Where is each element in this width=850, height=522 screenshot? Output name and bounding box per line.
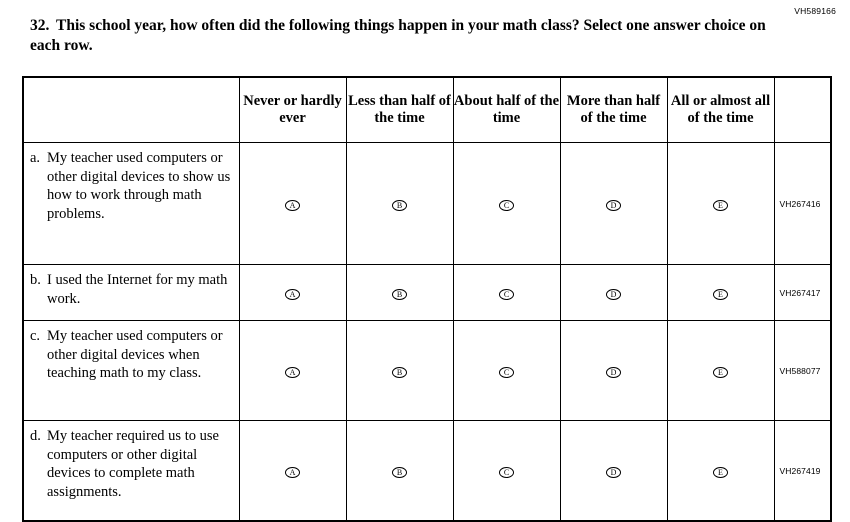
- option-b2[interactable]: [346, 265, 453, 321]
- row-id-b: VH267417: [774, 265, 831, 321]
- column-header-never-or-hardly-ever: Never or hardly ever: [239, 77, 346, 143]
- option-b1[interactable]: [239, 265, 346, 321]
- header-blank-id: [774, 77, 831, 143]
- question-text: This school year, how often did the following things happen in your math class? Select one answer choice on each row.: [30, 17, 766, 55]
- option-a3[interactable]: [453, 143, 560, 265]
- option-c1[interactable]: [239, 321, 346, 421]
- row-stem-a: [23, 143, 239, 265]
- option-b4[interactable]: [560, 265, 667, 321]
- radio-bubble-icon[interactable]: C: [499, 289, 514, 300]
- radio-bubble-icon[interactable]: B: [392, 367, 407, 378]
- row-stem-b: [23, 265, 239, 321]
- option-d5[interactable]: [667, 421, 774, 522]
- header-row: [23, 77, 831, 143]
- option-c3[interactable]: [453, 321, 560, 421]
- question-number: 32.: [30, 17, 50, 34]
- radio-bubble-icon[interactable]: A: [285, 289, 300, 300]
- option-c4[interactable]: [560, 321, 667, 421]
- row-text-c: My teacher used computers or other digital devices when teaching math to my class.: [47, 328, 223, 382]
- radio-bubble-icon[interactable]: C: [499, 200, 514, 211]
- radio-bubble-icon[interactable]: B: [392, 200, 407, 211]
- option-a2[interactable]: [346, 143, 453, 265]
- row-id-d: VH267419: [774, 421, 831, 522]
- radio-bubble-icon[interactable]: E: [713, 467, 728, 478]
- table-row: [23, 265, 831, 321]
- row-stem-c: [23, 321, 239, 421]
- option-d2[interactable]: [346, 421, 453, 522]
- row-text-b: I used the Internet for my math work.: [47, 272, 228, 307]
- table-row: [23, 321, 831, 421]
- option-a5[interactable]: [667, 143, 774, 265]
- column-header-about-half-of-the-time: About half of the time: [453, 77, 560, 143]
- radio-bubble-icon[interactable]: E: [713, 367, 728, 378]
- row-letter-b: b.: [30, 272, 41, 288]
- row-id-a: VH267416: [774, 143, 831, 265]
- radio-bubble-icon[interactable]: D: [606, 367, 621, 378]
- option-d4[interactable]: [560, 421, 667, 522]
- row-letter-d: d.: [30, 428, 41, 444]
- radio-bubble-icon[interactable]: A: [285, 367, 300, 378]
- radio-bubble-icon[interactable]: C: [499, 467, 514, 478]
- row-text-d: My teacher required us to use computers or other digital devices to complete math assignments.: [47, 428, 219, 500]
- row-text-a: My teacher used computers or other digital devices to show us how to work through math problems.: [47, 150, 231, 222]
- radio-bubble-icon[interactable]: A: [285, 467, 300, 478]
- row-letter-a: a.: [30, 150, 41, 166]
- table-row: [23, 143, 831, 265]
- table-row: [23, 421, 831, 522]
- option-c5[interactable]: [667, 321, 774, 421]
- radio-bubble-icon[interactable]: D: [606, 289, 621, 300]
- option-a4[interactable]: [560, 143, 667, 265]
- option-d1[interactable]: [239, 421, 346, 522]
- radio-bubble-icon[interactable]: D: [606, 200, 621, 211]
- table-body: [23, 143, 831, 522]
- option-d3[interactable]: [453, 421, 560, 522]
- table-header: [23, 77, 831, 143]
- row-stem-d: [23, 421, 239, 522]
- column-header-all-or-almost-all-of-the-time: All or almost all of the time: [667, 77, 774, 143]
- question-prompt: [30, 16, 770, 57]
- radio-bubble-icon[interactable]: A: [285, 200, 300, 211]
- radio-bubble-icon[interactable]: B: [392, 467, 407, 478]
- column-header-less-than-half-of-the-time: Less than half of the time: [346, 77, 453, 143]
- header-blank-stem: [23, 77, 239, 143]
- radio-bubble-icon[interactable]: E: [713, 200, 728, 211]
- radio-bubble-icon[interactable]: E: [713, 289, 728, 300]
- page-item-id: VH589166: [794, 6, 836, 16]
- row-letter-c: c.: [30, 328, 41, 344]
- response-matrix-table: [22, 76, 832, 522]
- column-header-more-than-half-of-the-time: More than half of the time: [560, 77, 667, 143]
- option-b5[interactable]: [667, 265, 774, 321]
- option-b3[interactable]: [453, 265, 560, 321]
- option-a1[interactable]: [239, 143, 346, 265]
- option-c2[interactable]: [346, 321, 453, 421]
- row-id-c: VH588077: [774, 321, 831, 421]
- radio-bubble-icon[interactable]: C: [499, 367, 514, 378]
- radio-bubble-icon[interactable]: B: [392, 289, 407, 300]
- radio-bubble-icon[interactable]: D: [606, 467, 621, 478]
